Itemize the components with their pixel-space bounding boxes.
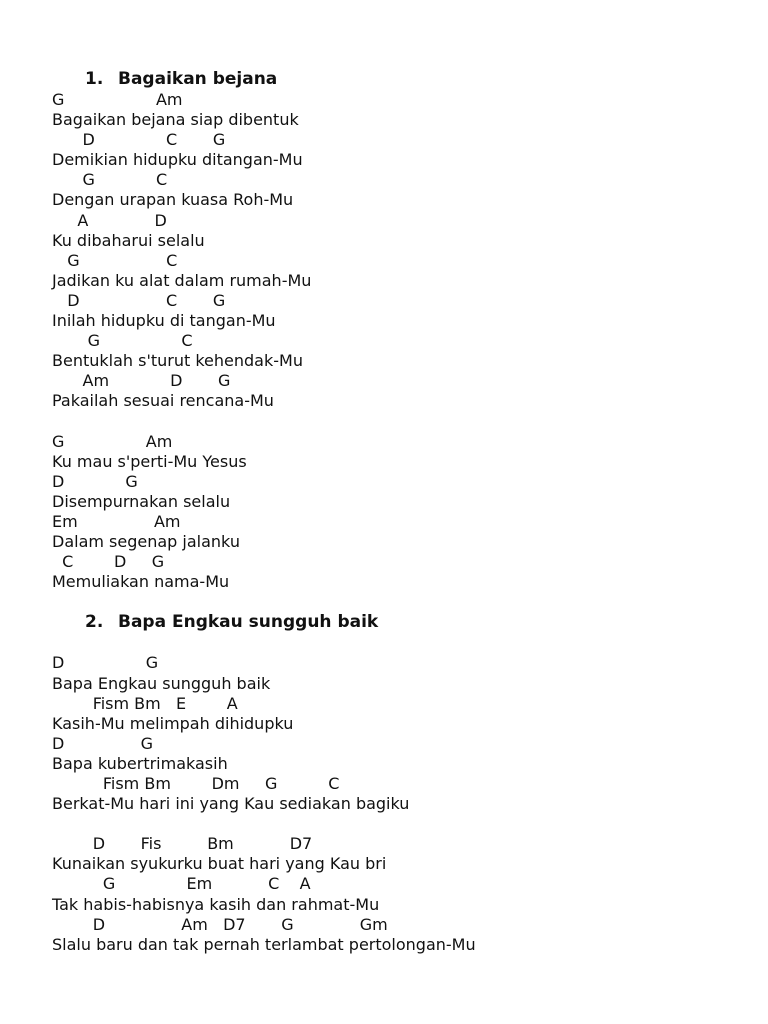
lyric-line: Kasih-Mu melimpah dihidupku xyxy=(52,713,294,733)
chord-line: D G xyxy=(52,471,138,491)
lyric-line: Bapa Engkau sungguh baik xyxy=(52,673,271,693)
chord-line: Em Am xyxy=(52,511,181,531)
song-title-2 xyxy=(85,611,752,633)
chord-line: G C xyxy=(52,250,178,270)
lyric-line: Bentuklah s'turut kehendak-Mu xyxy=(52,351,303,371)
lyric-line: Tak habis-habisnya kasih dan rahmat-Mu xyxy=(52,894,380,914)
chord-line: A D xyxy=(52,210,167,230)
song-title-text: Bagaikan bejana xyxy=(118,69,278,89)
chord-line: D G xyxy=(52,653,159,673)
song-title-1 xyxy=(85,68,752,90)
chord-line: D C G xyxy=(52,130,226,150)
chord-line: G C xyxy=(52,331,193,351)
lyric-line: Demikian hidupku ditangan-Mu xyxy=(52,150,303,170)
lyric-line: Kunaikan syukurku buat hari yang Kau bri xyxy=(52,854,387,874)
lyric-line: Memuliakan nama-Mu xyxy=(52,572,230,592)
chord-line: Fism Bm Dm G C xyxy=(52,774,340,793)
song-number: 1. xyxy=(85,69,104,89)
lyric-line: Slalu baru dan tak pernah terlambat pertolongan-Mu xyxy=(52,934,476,954)
lyric-line: Inilah hidupku di tangan-Mu xyxy=(52,311,276,331)
lyric-line: Berkat-Mu hari ini yang Kau sediakan bagiku xyxy=(52,794,410,814)
blank-line xyxy=(52,412,752,432)
chord-line: G Am xyxy=(52,431,173,451)
lyric-line: Jadikan ku alat dalam rumah-Mu xyxy=(52,270,312,290)
chord-line: C D G xyxy=(52,552,165,572)
lyric-line: Ku dibaharui selalu xyxy=(52,230,205,250)
blank-line xyxy=(52,814,752,834)
lyric-line: Ku mau s'perti-Mu Yesus xyxy=(52,451,247,471)
chord-line: D Fis Bm D7 xyxy=(52,834,313,854)
section-gap xyxy=(52,633,752,653)
song-sheet xyxy=(52,68,752,955)
chord-line: Fism Bm E A xyxy=(52,693,238,713)
song-number: 2. xyxy=(85,612,104,633)
lyric-line: Disempurnakan selalu xyxy=(52,491,231,511)
lyric-line: Dalam segenap jalanku xyxy=(52,532,240,552)
section-gap xyxy=(52,592,752,611)
chord-line: D C G xyxy=(52,290,226,310)
lyric-line: Dengan urapan kuasa Roh-Mu xyxy=(52,190,294,210)
lyric-line: Pakailah sesuai rencana-Mu xyxy=(52,391,274,411)
chord-line: G C xyxy=(52,170,168,190)
lyric-line: Bagaikan bejana siap dibentuk xyxy=(52,110,299,130)
chord-line: G Em C A xyxy=(52,874,311,894)
chord-line: D Am D7 G Gm xyxy=(52,914,388,934)
chord-line: G Am xyxy=(52,90,183,109)
lyric-line: Bapa kubertrimakasih xyxy=(52,753,228,773)
song-title-text: Bapa Engkau sungguh baik xyxy=(118,612,379,633)
chord-line: Am D G xyxy=(52,371,231,391)
chord-line: D G xyxy=(52,733,154,753)
